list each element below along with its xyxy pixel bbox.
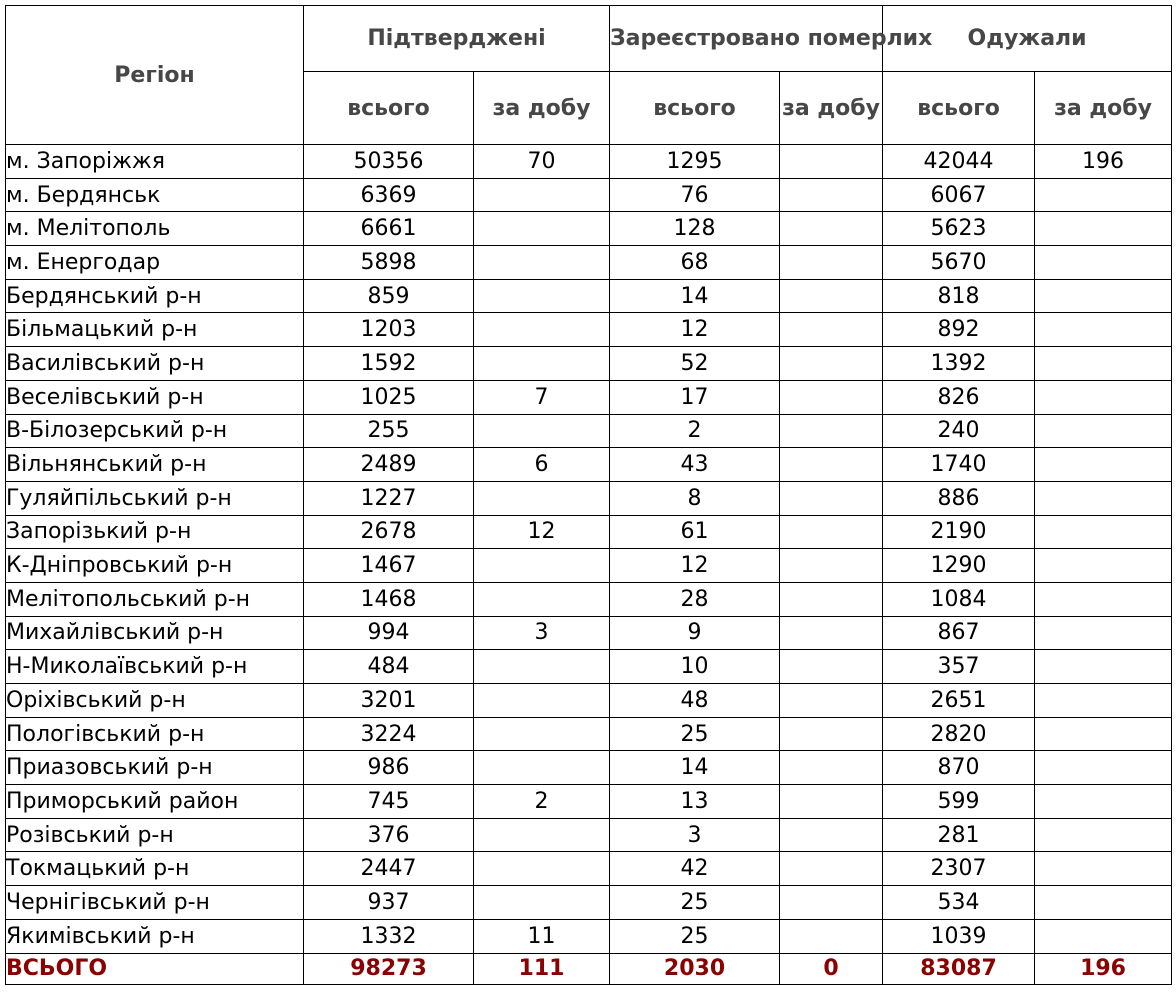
cell-confirmed-daily <box>474 549 610 583</box>
cell-deaths-total: 10 <box>610 650 780 684</box>
header-deaths-daily: за добу <box>780 72 883 145</box>
total-deaths-total: 2030 <box>610 953 780 984</box>
cell-recovered-total: 826 <box>883 380 1035 414</box>
cell-deaths-daily <box>780 178 883 212</box>
cell-region: Оріхівський р-н <box>6 684 304 718</box>
cell-region: Приазовський р-н <box>6 751 304 785</box>
cell-recovered-total: 1740 <box>883 448 1035 482</box>
cell-confirmed-total: 376 <box>304 818 474 852</box>
table-row <box>6 582 1172 616</box>
cell-region: м. Мелітополь <box>6 212 304 246</box>
cell-region: Вільнянський р-н <box>6 448 304 482</box>
cell-region: Більмацький р-н <box>6 313 304 347</box>
cell-confirmed-total: 1332 <box>304 919 474 953</box>
cell-recovered-total: 6067 <box>883 178 1035 212</box>
cell-confirmed-daily: 12 <box>474 515 610 549</box>
cell-deaths-total: 42 <box>610 852 780 886</box>
cell-region: Н-Миколаївський р-н <box>6 650 304 684</box>
cell-deaths-daily <box>780 246 883 280</box>
cell-confirmed-total: 859 <box>304 279 474 313</box>
cell-recovered-daily <box>1035 919 1172 953</box>
cell-region: Чернігівський р-н <box>6 886 304 920</box>
cell-deaths-daily <box>780 313 883 347</box>
cell-confirmed-daily <box>474 246 610 280</box>
cell-deaths-total: 25 <box>610 919 780 953</box>
cell-region: В-Білозерський р-н <box>6 414 304 448</box>
cell-confirmed-total: 2489 <box>304 448 474 482</box>
cell-region: Якимівський р-н <box>6 919 304 953</box>
cell-confirmed-daily <box>474 582 610 616</box>
cell-confirmed-daily <box>474 717 610 751</box>
header-confirmed: Підтверджені <box>304 6 610 72</box>
cell-confirmed-daily: 3 <box>474 616 610 650</box>
total-confirmed-total: 98273 <box>304 953 474 984</box>
table-row <box>6 515 1172 549</box>
cell-deaths-total: 17 <box>610 380 780 414</box>
cell-recovered-daily <box>1035 414 1172 448</box>
cell-deaths-daily <box>780 684 883 718</box>
total-deaths-daily: 0 <box>780 953 883 984</box>
cell-deaths-daily <box>780 481 883 515</box>
cell-region: м. Бердянськ <box>6 178 304 212</box>
cell-recovered-daily <box>1035 684 1172 718</box>
cell-deaths-total: 2 <box>610 414 780 448</box>
cell-confirmed-total: 50356 <box>304 145 474 179</box>
cell-recovered-total: 42044 <box>883 145 1035 179</box>
cell-deaths-daily <box>780 279 883 313</box>
table-row <box>6 313 1172 347</box>
cell-deaths-total: 14 <box>610 751 780 785</box>
cell-recovered-total: 892 <box>883 313 1035 347</box>
cell-confirmed-total: 1467 <box>304 549 474 583</box>
cell-recovered-total: 1039 <box>883 919 1035 953</box>
total-row <box>6 953 1172 984</box>
table-row <box>6 684 1172 718</box>
cell-deaths-daily <box>780 852 883 886</box>
cell-deaths-daily <box>780 380 883 414</box>
cell-region: Гуляйпільський р-н <box>6 481 304 515</box>
cell-deaths-daily <box>780 145 883 179</box>
total-label: ВСЬОГО <box>6 953 304 984</box>
cell-recovered-total: 2651 <box>883 684 1035 718</box>
cell-confirmed-daily <box>474 347 610 381</box>
cell-recovered-daily <box>1035 515 1172 549</box>
cell-recovered-daily <box>1035 582 1172 616</box>
cell-recovered-total: 5670 <box>883 246 1035 280</box>
cell-recovered-daily <box>1035 481 1172 515</box>
cell-deaths-daily <box>780 448 883 482</box>
cell-region: Пологівський р-н <box>6 717 304 751</box>
cell-recovered-daily <box>1035 751 1172 785</box>
cell-deaths-total: 52 <box>610 347 780 381</box>
cell-deaths-daily <box>780 785 883 819</box>
cell-region: Мелітопольський р-н <box>6 582 304 616</box>
cell-confirmed-daily <box>474 279 610 313</box>
total-recovered-daily: 196 <box>1035 953 1172 984</box>
cell-recovered-total: 1290 <box>883 549 1035 583</box>
cell-deaths-total: 61 <box>610 515 780 549</box>
cell-confirmed-total: 2447 <box>304 852 474 886</box>
cell-recovered-daily <box>1035 650 1172 684</box>
header-confirmed-daily: за добу <box>474 72 610 145</box>
cell-deaths-total: 14 <box>610 279 780 313</box>
cell-confirmed-total: 745 <box>304 785 474 819</box>
cell-confirmed-total: 6661 <box>304 212 474 246</box>
cell-recovered-daily: 196 <box>1035 145 1172 179</box>
table-row <box>6 212 1172 246</box>
table-row <box>6 852 1172 886</box>
table-row <box>6 751 1172 785</box>
cell-recovered-total: 534 <box>883 886 1035 920</box>
table-row <box>6 145 1172 179</box>
table-row <box>6 549 1172 583</box>
cell-confirmed-daily <box>474 650 610 684</box>
covid-stats-table <box>5 5 1172 985</box>
cell-confirmed-daily <box>474 481 610 515</box>
cell-deaths-total: 25 <box>610 717 780 751</box>
table-row <box>6 919 1172 953</box>
cell-region: Бердянський р-н <box>6 279 304 313</box>
cell-deaths-total: 128 <box>610 212 780 246</box>
header-recovered-total: всього <box>883 72 1035 145</box>
total-confirmed-daily: 111 <box>474 953 610 984</box>
table-row <box>6 650 1172 684</box>
header-recovered-daily: за добу <box>1035 72 1172 145</box>
table-row <box>6 717 1172 751</box>
cell-confirmed-total: 1468 <box>304 582 474 616</box>
cell-deaths-daily <box>780 886 883 920</box>
table-row <box>6 448 1172 482</box>
cell-deaths-total: 12 <box>610 549 780 583</box>
cell-confirmed-daily <box>474 212 610 246</box>
header-deaths: Зареєстровано померлих <box>610 6 883 72</box>
cell-region: м. Запоріжжя <box>6 145 304 179</box>
cell-confirmed-daily: 70 <box>474 145 610 179</box>
cell-confirmed-total: 255 <box>304 414 474 448</box>
cell-deaths-daily <box>780 347 883 381</box>
cell-deaths-total: 1295 <box>610 145 780 179</box>
cell-recovered-daily <box>1035 279 1172 313</box>
cell-deaths-daily <box>780 414 883 448</box>
cell-region: Василівський р-н <box>6 347 304 381</box>
table-row <box>6 616 1172 650</box>
cell-confirmed-total: 1203 <box>304 313 474 347</box>
table-row <box>6 246 1172 280</box>
cell-confirmed-daily: 7 <box>474 380 610 414</box>
cell-confirmed-total: 1025 <box>304 380 474 414</box>
cell-recovered-total: 240 <box>883 414 1035 448</box>
cell-confirmed-daily: 6 <box>474 448 610 482</box>
cell-confirmed-daily <box>474 751 610 785</box>
table-row <box>6 785 1172 819</box>
cell-deaths-daily <box>780 549 883 583</box>
cell-deaths-daily <box>780 515 883 549</box>
cell-confirmed-total: 3224 <box>304 717 474 751</box>
cell-region: К-Дніпровський р-н <box>6 549 304 583</box>
cell-confirmed-total: 6369 <box>304 178 474 212</box>
cell-recovered-total: 281 <box>883 818 1035 852</box>
total-recovered-total: 83087 <box>883 953 1035 984</box>
cell-deaths-daily <box>780 919 883 953</box>
cell-deaths-daily <box>780 751 883 785</box>
cell-confirmed-daily <box>474 414 610 448</box>
cell-deaths-total: 68 <box>610 246 780 280</box>
cell-recovered-total: 599 <box>883 785 1035 819</box>
cell-confirmed-total: 986 <box>304 751 474 785</box>
cell-recovered-daily <box>1035 313 1172 347</box>
cell-recovered-daily <box>1035 380 1172 414</box>
cell-region: Михайлівський р-н <box>6 616 304 650</box>
cell-region: Запорізький р-н <box>6 515 304 549</box>
header-confirmed-total: всього <box>304 72 474 145</box>
table-row <box>6 347 1172 381</box>
cell-recovered-daily <box>1035 785 1172 819</box>
table-row <box>6 414 1172 448</box>
cell-recovered-daily <box>1035 717 1172 751</box>
cell-deaths-daily <box>780 717 883 751</box>
cell-deaths-daily <box>780 650 883 684</box>
cell-recovered-daily <box>1035 886 1172 920</box>
cell-deaths-total: 9 <box>610 616 780 650</box>
cell-recovered-daily <box>1035 212 1172 246</box>
cell-recovered-daily <box>1035 616 1172 650</box>
cell-region: Приморський район <box>6 785 304 819</box>
cell-confirmed-total: 994 <box>304 616 474 650</box>
cell-deaths-total: 8 <box>610 481 780 515</box>
cell-region: Веселівський р-н <box>6 380 304 414</box>
cell-recovered-total: 1392 <box>883 347 1035 381</box>
cell-deaths-total: 25 <box>610 886 780 920</box>
cell-recovered-total: 886 <box>883 481 1035 515</box>
cell-confirmed-total: 1227 <box>304 481 474 515</box>
cell-deaths-total: 76 <box>610 178 780 212</box>
cell-recovered-total: 5623 <box>883 212 1035 246</box>
cell-confirmed-total: 484 <box>304 650 474 684</box>
cell-recovered-total: 357 <box>883 650 1035 684</box>
cell-confirmed-total: 5898 <box>304 246 474 280</box>
cell-recovered-daily <box>1035 818 1172 852</box>
cell-deaths-total: 48 <box>610 684 780 718</box>
cell-region: Токмацький р-н <box>6 852 304 886</box>
cell-deaths-daily <box>780 582 883 616</box>
cell-confirmed-daily <box>474 886 610 920</box>
table-row <box>6 380 1172 414</box>
cell-confirmed-daily: 11 <box>474 919 610 953</box>
cell-confirmed-total: 3201 <box>304 684 474 718</box>
cell-confirmed-daily <box>474 313 610 347</box>
cell-confirmed-daily: 2 <box>474 785 610 819</box>
table-row <box>6 481 1172 515</box>
cell-recovered-daily <box>1035 246 1172 280</box>
table-row <box>6 178 1172 212</box>
cell-region: Розівський р-н <box>6 818 304 852</box>
cell-recovered-daily <box>1035 549 1172 583</box>
cell-deaths-total: 28 <box>610 582 780 616</box>
cell-confirmed-daily <box>474 684 610 718</box>
cell-confirmed-total: 2678 <box>304 515 474 549</box>
cell-deaths-total: 43 <box>610 448 780 482</box>
header-recovered: Одужали <box>883 6 1172 72</box>
cell-deaths-total: 12 <box>610 313 780 347</box>
cell-recovered-total: 1084 <box>883 582 1035 616</box>
cell-confirmed-total: 937 <box>304 886 474 920</box>
cell-confirmed-daily <box>474 818 610 852</box>
cell-deaths-total: 3 <box>610 818 780 852</box>
cell-recovered-total: 867 <box>883 616 1035 650</box>
table-row <box>6 886 1172 920</box>
cell-recovered-total: 2307 <box>883 852 1035 886</box>
cell-deaths-total: 13 <box>610 785 780 819</box>
cell-deaths-daily <box>780 212 883 246</box>
cell-recovered-total: 870 <box>883 751 1035 785</box>
cell-recovered-daily <box>1035 448 1172 482</box>
cell-recovered-total: 2820 <box>883 717 1035 751</box>
header-region: Регіон <box>6 6 304 145</box>
cell-deaths-daily <box>780 818 883 852</box>
header-row-groups <box>6 6 1172 72</box>
cell-recovered-daily <box>1035 852 1172 886</box>
cell-confirmed-daily <box>474 852 610 886</box>
cell-recovered-daily <box>1035 347 1172 381</box>
table-row <box>6 279 1172 313</box>
cell-confirmed-daily <box>474 178 610 212</box>
table-row <box>6 818 1172 852</box>
cell-recovered-total: 818 <box>883 279 1035 313</box>
cell-recovered-total: 2190 <box>883 515 1035 549</box>
cell-deaths-daily <box>780 616 883 650</box>
header-deaths-total: всього <box>610 72 780 145</box>
cell-confirmed-total: 1592 <box>304 347 474 381</box>
cell-region: м. Енергодар <box>6 246 304 280</box>
table-body <box>6 145 1172 954</box>
cell-recovered-daily <box>1035 178 1172 212</box>
